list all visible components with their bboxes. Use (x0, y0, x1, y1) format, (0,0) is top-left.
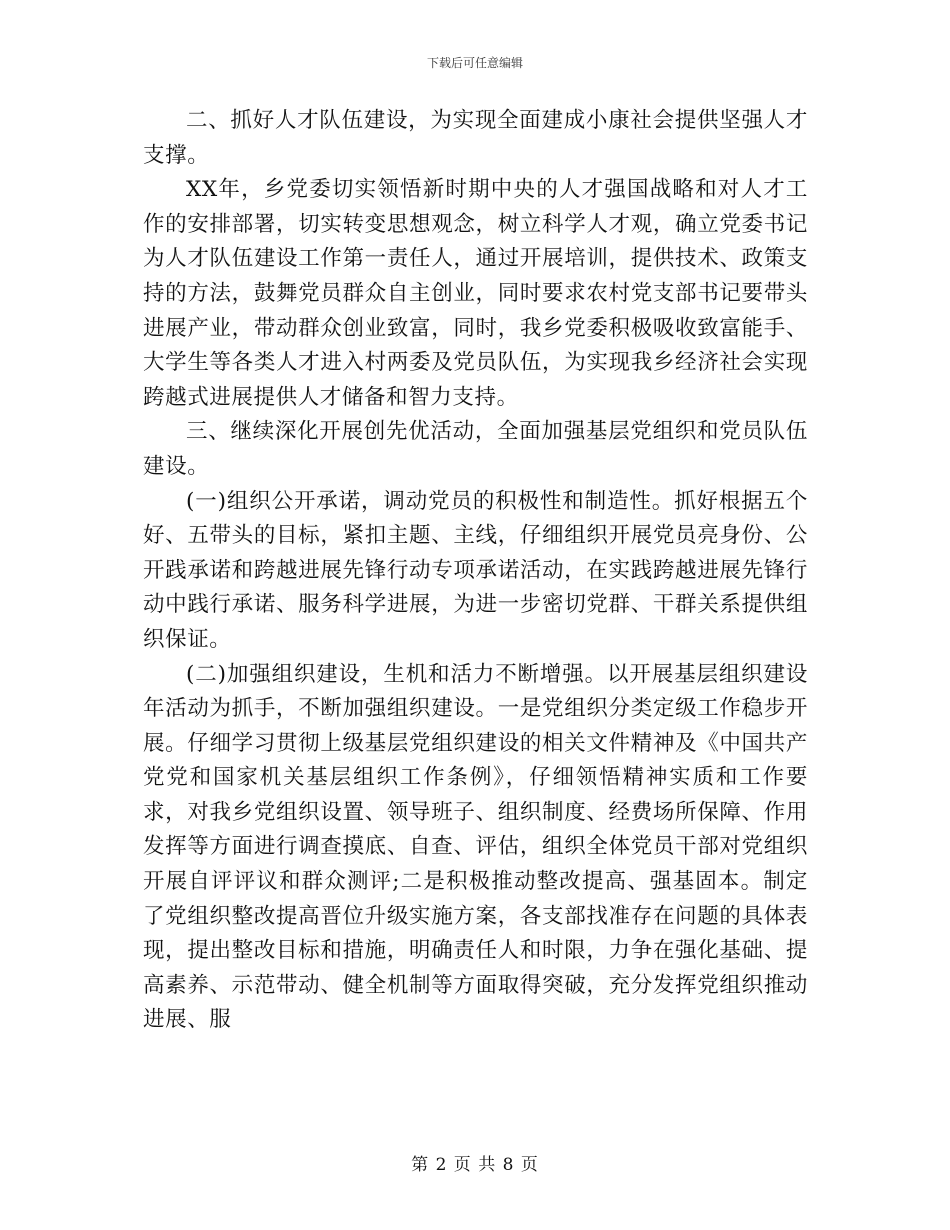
paragraph-public-commitment: (一)组织公开承诺，调动党员的积极性和制造性。抓好根据五个好、五带头的目标，紧扣主题、主线，仔细组织开展党员亮身份、公开践承诺和跨越进展先锋行动专项承诺活动，在实践跨越进展先锋行动中践行承诺、服务科学进展，为进一步密切党群、干群关系提供组织保证。 (143, 488, 808, 652)
paragraph-talent-work: XX年，乡党委切实领悟新时期中央的人才强国战略和对人才工作的安排部署，切实转变思想观念，树立科学人才观，确立党委书记为人才队伍建设工作第一责任人，通过开展培训，提供技术、政策支持的方法，鼓舞党员群众自主创业，同时要求农村党支部书记要带头进展产业，带动群众创业致富，同时，我乡党委积极吸收致富能手、大学生等各类人才进入村两委及党员队伍，为实现我乡经济社会实现跨越式进展提供人才储备和智力支持。 (143, 177, 808, 410)
paragraph-organization-building: (二)加强组织建设，生机和活力不断增强。以开展基层组织建设年活动为抓手，不断加强组织建设。一是党组织分类定级工作稳步开展。仔细学习贯彻上级基层党组织建设的相关文件精神及《中国共产党党和国家机关基层组织工作条例》，仔细领悟精神实质和工作要求，对我乡党组织设置、领导班子、组织制度、经费场所保障、作用发挥等方面进行调查摸底、自查、评估，组织全体党员干部对党组织开展自评评议和群众测评;二是积极推动整改提高、强基固本。制定了党组织整改提高晋位升级实施方案，各支部找准存在问题的具体表现，提出整改目标和措施，明确责任人和时限，力争在强化基础、提高素养、示范带动、健全机制等方面取得突破，充分发挥党组织推动进展、服 (143, 661, 808, 1033)
page-number-footer: 第 2 页 共 8 页 (411, 1155, 539, 1175)
header-note: 下载后可任意编辑 (426, 56, 523, 70)
paragraph-section-two-heading: 二、抓好人才队伍建设，为实现全面建成小康社会提供坚强人才支撑。 (143, 108, 808, 168)
document-body (143, 104, 808, 1038)
paragraph-section-three-heading: 三、继续深化开展创先优活动，全面加强基层党组织和党员队伍建设。 (143, 419, 808, 479)
